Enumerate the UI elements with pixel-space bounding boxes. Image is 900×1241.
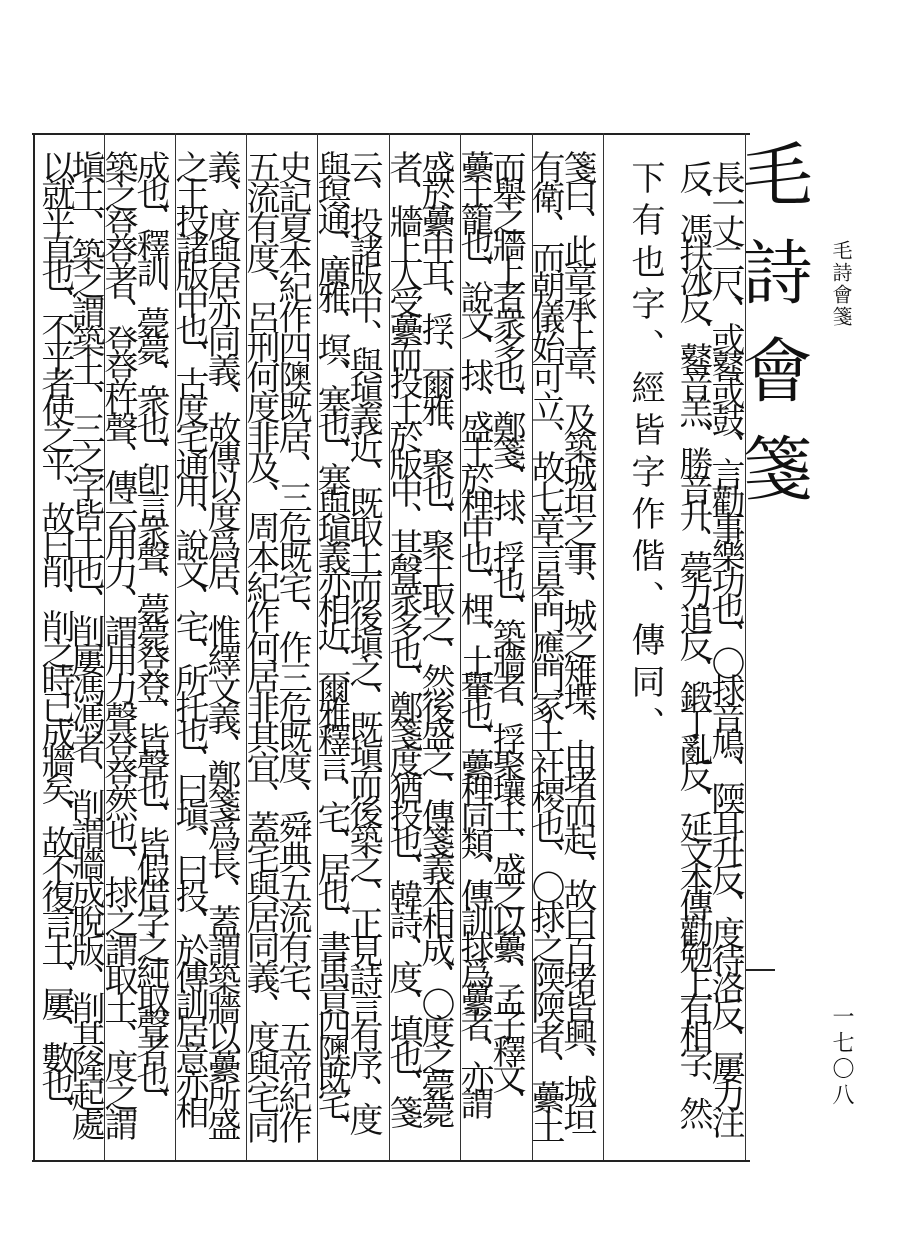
text-column: 之土投諸版中也、古度宅通用、說文、宅、所托也、曰塡、曰投、於傳訓居意亦相	[169, 150, 209, 1122]
text-column: 與塓通、廣雅、塓、塞也、塞與塡義亦相近、爾雅釋言、宅、居也、書禹貢四隩既宅、	[311, 150, 351, 1138]
text-column: 者、牆上人受虆而投土於版中、其聲衆多也、鄭箋度猶投也、韓詩、度、填也、箋	[383, 150, 423, 1122]
text-column: 塡土、築之謂築土、三之字皆土也、削屢馮馮者、削謂牆成脫版、削其隆起處	[65, 150, 105, 1136]
text-column: 成也、釋訓、薨薨、衆也、卽言衆聲、薨薨登登、皆聲也、皆假借字之純取聲者也、	[130, 150, 170, 1112]
page-number: 一七〇八	[829, 1005, 854, 1109]
text-column: 義、度與居亦同義、故傳以度爲居、惟繹文義、鄭箋爲長、蓋謂築牆以虆所盛	[201, 150, 241, 1136]
text-column: 長一丈二尺、或鼛或鼓、言勸事樂功也、〇捄音鳩、陾耳升反、度待洛反、屢力注	[705, 160, 745, 1132]
text-column: 云、投諸版中、與塡義近、既取土而後塡之、既塡而後築之、正見詩言有序、度	[343, 150, 383, 1130]
column-rule	[603, 133, 604, 1160]
frame-bottom-border	[32, 1160, 750, 1162]
text-column: 虆土籠也、說文、捄、盛土於梩中也、梩、土轝也、虆梩同類、傳訓捄爲虆者、亦謂	[454, 150, 494, 1112]
text-column: 反、馮扶冰反、鼛音羔、勝音升、薨力追反、鍛丁亂反、延文本傳勸勉上有相字、然	[673, 160, 713, 1122]
text-column: 以就平直也、不平者使之平、故曰削、削之時已成牆矣、故不復言土、屢、數也、	[35, 150, 75, 1122]
text-column: 築之登登者、登登杵聲、傳云用力、謂用力聲登登然也、捄之謂取土、度之謂	[98, 150, 138, 1136]
text-column: 而舉之牆上者衆多也、鄭箋、捄、捊也、築牆者、捊聚壤土、盛之以虆、孟子釋文、	[486, 150, 526, 1112]
text-column: 史記夏本紀作四隩既居、三危既宅、作三危既度、舜典五流有宅、五帝紀作	[272, 150, 312, 1140]
text-column: 箋曰、此章承上章、及築城垣之事、城之雉堞、由堵而起、故曰百堵皆興、城垣	[557, 150, 597, 1130]
chapter-heading: 毛詩會箋	[731, 138, 813, 530]
text-column: 五流有度、呂刑何度非及、周本紀作何居非其宜、蓋宅與居同義、度與宅同	[240, 150, 280, 1140]
book-title-margin: 毛詩會箋	[829, 240, 853, 328]
frame-top-border	[32, 133, 750, 135]
text-column: 下有也字、經皆字作偕、傳同、	[625, 160, 665, 748]
text-column: 有衛、而朝儀始可立、故七章言皋門應門冢土社稷也、〇捄之陾陾者、虆土	[525, 150, 565, 1140]
text-column: 盛於虆中耳、捊、爾雅、聚也、聚土取之、然後盛之、傳箋義本相成、〇度之薨薨	[415, 150, 455, 1122]
